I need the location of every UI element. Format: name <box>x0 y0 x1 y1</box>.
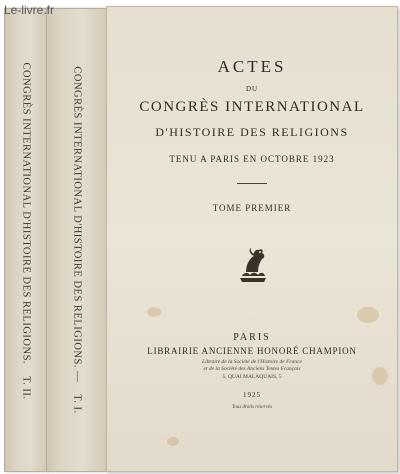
spine-volume: T. I. <box>71 394 83 414</box>
spine-volume: T. II. <box>20 375 32 400</box>
publisher-address: 5, QUAI MALAQUAIS, 5 <box>222 374 282 380</box>
publisher-note-line-1: Libraire de la Société de l'Histoire de France <box>202 359 302 365</box>
cover-title-histoire: D'HISTOIRE DES RELIGIONS <box>155 125 349 139</box>
book-cover <box>106 6 398 472</box>
cover-title-actes: ACTES <box>217 57 287 76</box>
foxing-stain <box>147 307 161 317</box>
publisher-mark-icon <box>234 242 272 284</box>
cover-subtitle: TENU A PARIS EN OCTOBRE 1923 <box>169 154 335 164</box>
rights-notice: Tous droits réservés <box>232 405 272 410</box>
spine-title: CONGRÈS INTERNATIONAL D'HISTOIRE DES RELIGIONS. — <box>71 66 83 383</box>
divider <box>237 183 267 184</box>
foxing-stain <box>357 307 379 323</box>
publisher-note-line-2: et de la Société des Anciens Textes Français <box>203 366 301 372</box>
cover-title-du: DU <box>245 85 259 93</box>
publisher-city: PARIS <box>233 332 271 343</box>
book-spine-volume-2 <box>4 8 48 472</box>
foxing-stain <box>167 437 179 446</box>
book-spine-volume-1 <box>46 8 108 472</box>
watermark: Le-livre.fr <box>4 3 55 17</box>
volume-label: TOME PREMIER <box>212 203 292 213</box>
spine-label <box>21 62 32 399</box>
cover-title-congres: CONGRÈS INTERNATIONAL <box>139 99 365 115</box>
spine-label <box>72 66 83 413</box>
publication-year: 1925 <box>243 391 261 399</box>
spine-title: CONGRÈS INTERNATIONAL D'HISTOIRE DES RELIGIONS. <box>20 62 32 364</box>
publisher-name: LIBRAIRIE ANCIENNE HONORÉ CHAMPION <box>147 346 357 356</box>
